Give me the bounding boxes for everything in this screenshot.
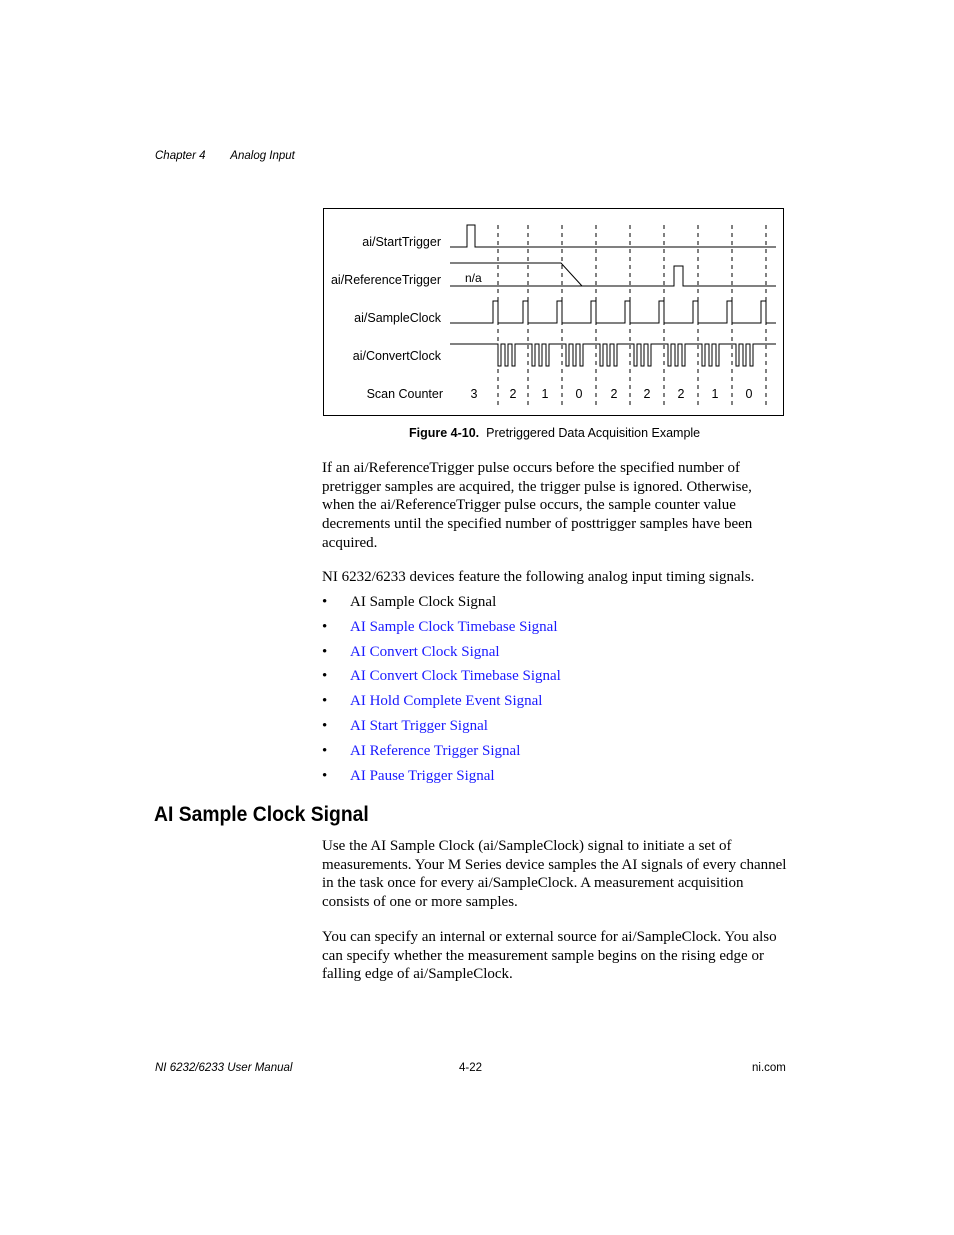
timing-signal-list <box>322 593 561 791</box>
link-convert-clock-timebase[interactable]: AI Convert Clock Timebase Signal <box>350 668 561 685</box>
scan-count-value: 3 <box>470 387 478 401</box>
label-convert-clock: ai/ConvertClock <box>352 349 441 363</box>
figure-number: Figure 4-10. <box>409 426 480 440</box>
link-sample-clock-timebase[interactable]: AI Sample Clock Timebase Signal <box>350 618 558 635</box>
figure-caption <box>409 426 700 440</box>
list-item <box>322 717 561 742</box>
scan-count-value: 2 <box>643 387 651 401</box>
link-pause-trigger[interactable]: AI Pause Trigger Signal <box>350 767 495 784</box>
paragraph-timing-signals: NI 6232/6233 devices feature the following analog input timing signals. <box>322 569 755 585</box>
label-sample-clock: ai/SampleClock <box>354 311 441 325</box>
paragraph-sample-clock-intro: Use the AI Sample Clock (ai/SampleClock) signal to initiate a set of measurements. Your M Series device samples the AI signals of every channel in the task once for every ai/SampleClock. A measurement acquisition consists of one or more samples. <box>322 838 787 911</box>
sample-markers <box>498 225 766 405</box>
list-item <box>322 692 561 717</box>
link-hold-complete-event[interactable]: AI Hold Complete Event Signal <box>350 693 543 710</box>
list-item <box>322 643 561 668</box>
paragraph-sample-clock-source: You can specify an internal or external source for ai/SampleClock. You also can specify whether the measurement sample begins on the rising edge or falling edge of ai/SampleClock. <box>322 929 777 983</box>
bullet: • <box>322 742 328 759</box>
scan-count-value: 0 <box>575 387 583 401</box>
list-item <box>322 667 561 692</box>
scan-count-value: 1 <box>541 387 549 401</box>
list-item <box>322 593 561 618</box>
bullet: • <box>322 767 328 784</box>
footer-manual-title: NI 6232/6233 User Manual <box>155 1062 293 1074</box>
start-trigger-waveform <box>450 225 776 247</box>
sample-clock-waveform <box>450 301 776 323</box>
link-convert-clock[interactable]: AI Convert Clock Signal <box>350 643 500 660</box>
label-reference-trigger: ai/ReferenceTrigger <box>330 273 441 287</box>
link-start-trigger[interactable]: AI Start Trigger Signal <box>350 717 488 734</box>
paragraph-reference-trigger: If an ai/ReferenceTrigger pulse occurs before the specified number of pretrigger samples are acquired, the trigger pulse is ignored. Otherwise, when the ai/ReferenceTrigger pulse occurs, the sample counter value decrements until the specified number of posttrigger samples have been acquired. <box>322 460 753 551</box>
figure-title: Pretriggered Data Acquisition Example <box>486 426 701 440</box>
header-section: Analog Input <box>230 150 295 162</box>
timing-diagram <box>323 208 784 416</box>
convert-clock-waveform <box>450 344 776 366</box>
scan-count-value: 2 <box>677 387 685 401</box>
list-item-text: AI Sample Clock Signal <box>350 594 497 610</box>
footer-website[interactable]: ni.com <box>752 1062 786 1074</box>
bullet: • <box>322 643 328 660</box>
footer-page-number: 4-22 <box>459 1062 483 1074</box>
list-item <box>322 742 561 767</box>
link-reference-trigger[interactable]: AI Reference Trigger Signal <box>350 742 521 759</box>
scan-count-value: 2 <box>610 387 618 401</box>
timing-diagram-svg <box>324 209 785 417</box>
section-title: AI Sample Clock Signal <box>154 803 369 826</box>
scan-count-value: 2 <box>509 387 517 401</box>
list-item <box>322 618 561 643</box>
scan-count-value: 1 <box>711 387 719 401</box>
scan-count-value: 0 <box>745 387 753 401</box>
na-label: n/a <box>465 271 482 285</box>
label-scan-counter: Scan Counter <box>366 387 443 401</box>
bullet: • <box>322 594 328 610</box>
bullet: • <box>322 618 328 635</box>
label-start-trigger: ai/StartTrigger <box>362 235 441 249</box>
bullet: • <box>322 717 328 734</box>
bullet: • <box>322 693 328 710</box>
running-header <box>155 150 317 162</box>
reference-trigger-waveform <box>450 263 776 286</box>
bullet: • <box>322 668 328 685</box>
header-chapter: Chapter 4 <box>155 150 206 162</box>
list-item <box>322 767 561 792</box>
